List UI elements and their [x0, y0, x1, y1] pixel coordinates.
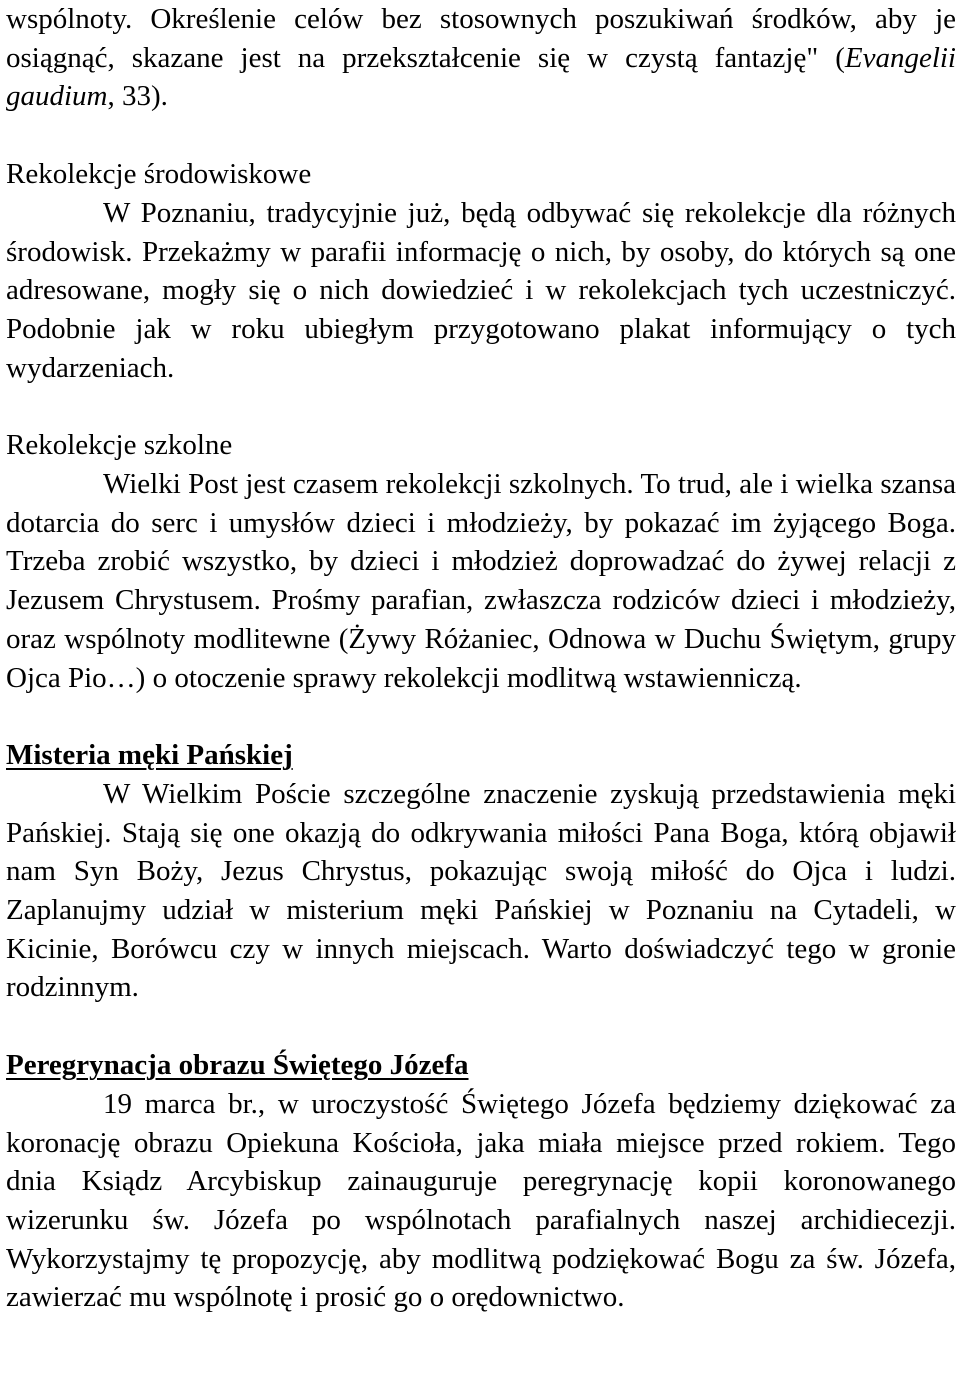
spacer — [6, 1007, 956, 1046]
section-body-misteria: W Wielkim Poście szczególne znaczenie zyskują przedstawienia męki Pańskiej. Stają się one okazją do odkrywania miłości Pana Boga, którą objawił nam Syn Boży, Jezus Chrystus, pokazując swoją miłość do Ojca i ludzi. Zaplanujmy udział w misterium męki Pańskiej w Poznaniu na Cytadeli, w Kicinie, Borówcu czy w innych miejscach. Warto doświadczyć tego w gronie rodzinnym. — [6, 777, 956, 1004]
intro-citation-title: Evangelii gaudium — [6, 41, 956, 113]
intro-citation-ref: , 33). — [107, 80, 168, 113]
section-heading-misteria: Misteria męki Pańskiej — [6, 739, 293, 772]
section-body-rekolekcje-szkolne: Wielki Post jest czasem rekolekcji szkolnych. To trud, ale i wielka szansa dotarcia do serc i umysłów dzieci i młodzieży, by pokazać im żyjącego Boga. Trzeba zrobić wszystko, by dzieci i młodzież doprowadzać do żywej relacji z Jezusem Chrystusem. Prośmy parafian, zwłaszcza rodziców dzieci i młodzieży, oraz wspólnoty modlitewne (Żywy Różaniec, Odnowa w Duchu Świętym, grupy Ojca Pio…) o otoczenie sprawy rekolekcji modlitwą wstawienniczą. — [6, 468, 956, 694]
section-heading-peregrynacja: Peregrynacja obrazu Świętego Józefa — [6, 1049, 469, 1082]
section-body-rekolekcje-srodowiskowe: W Poznaniu, tradycyjnie już, będą odbywać się rekolekcje dla różnych środowisk. Przekażmy w parafii informację o nich, by osoby, do których są one adresowane, mogły się o nich dowiedzieć i w rekolekcjach tych uczestniczyć. Podobnie jak w roku ubiegłym przygotowano plakat informujący o tych wydarzeniach. — [6, 196, 956, 384]
section-body-peregrynacja: 19 marca br., w uroczystość Świętego Józefa będziemy dziękować za koronację obrazu Opiekuna Kościoła, jaka miała miejsce przed rokiem. Tego dnia Ksiądz Arcybiskup zainauguruje peregrynację kopii koronowanego wizerunku św. Józefa po wspólnotach parafialnych naszej archidiecezji. Wykorzystajmy tę propozycję, aby modlitwą podziękować Bogu za św. Józefa, zawierzać mu wspólnotę i prosić go o orędownictwo. — [6, 1087, 956, 1314]
section-heading-rekolekcje-srodowiskowe: Rekolekcje środowiskowe — [6, 158, 312, 191]
spacer — [6, 387, 956, 426]
intro-text: wspólnoty. Określenie celów bez stosownych poszukiwań środków, aby je osiągnąć, skazane jest na przekształcenie się w czystą fantazję" ( — [6, 3, 956, 74]
spacer — [6, 116, 956, 155]
section-heading-rekolekcje-szkolne: Rekolekcje szkolne — [6, 429, 233, 462]
intro-paragraph — [6, 0, 956, 116]
spacer — [6, 697, 956, 736]
document-page — [6, 0, 956, 1317]
